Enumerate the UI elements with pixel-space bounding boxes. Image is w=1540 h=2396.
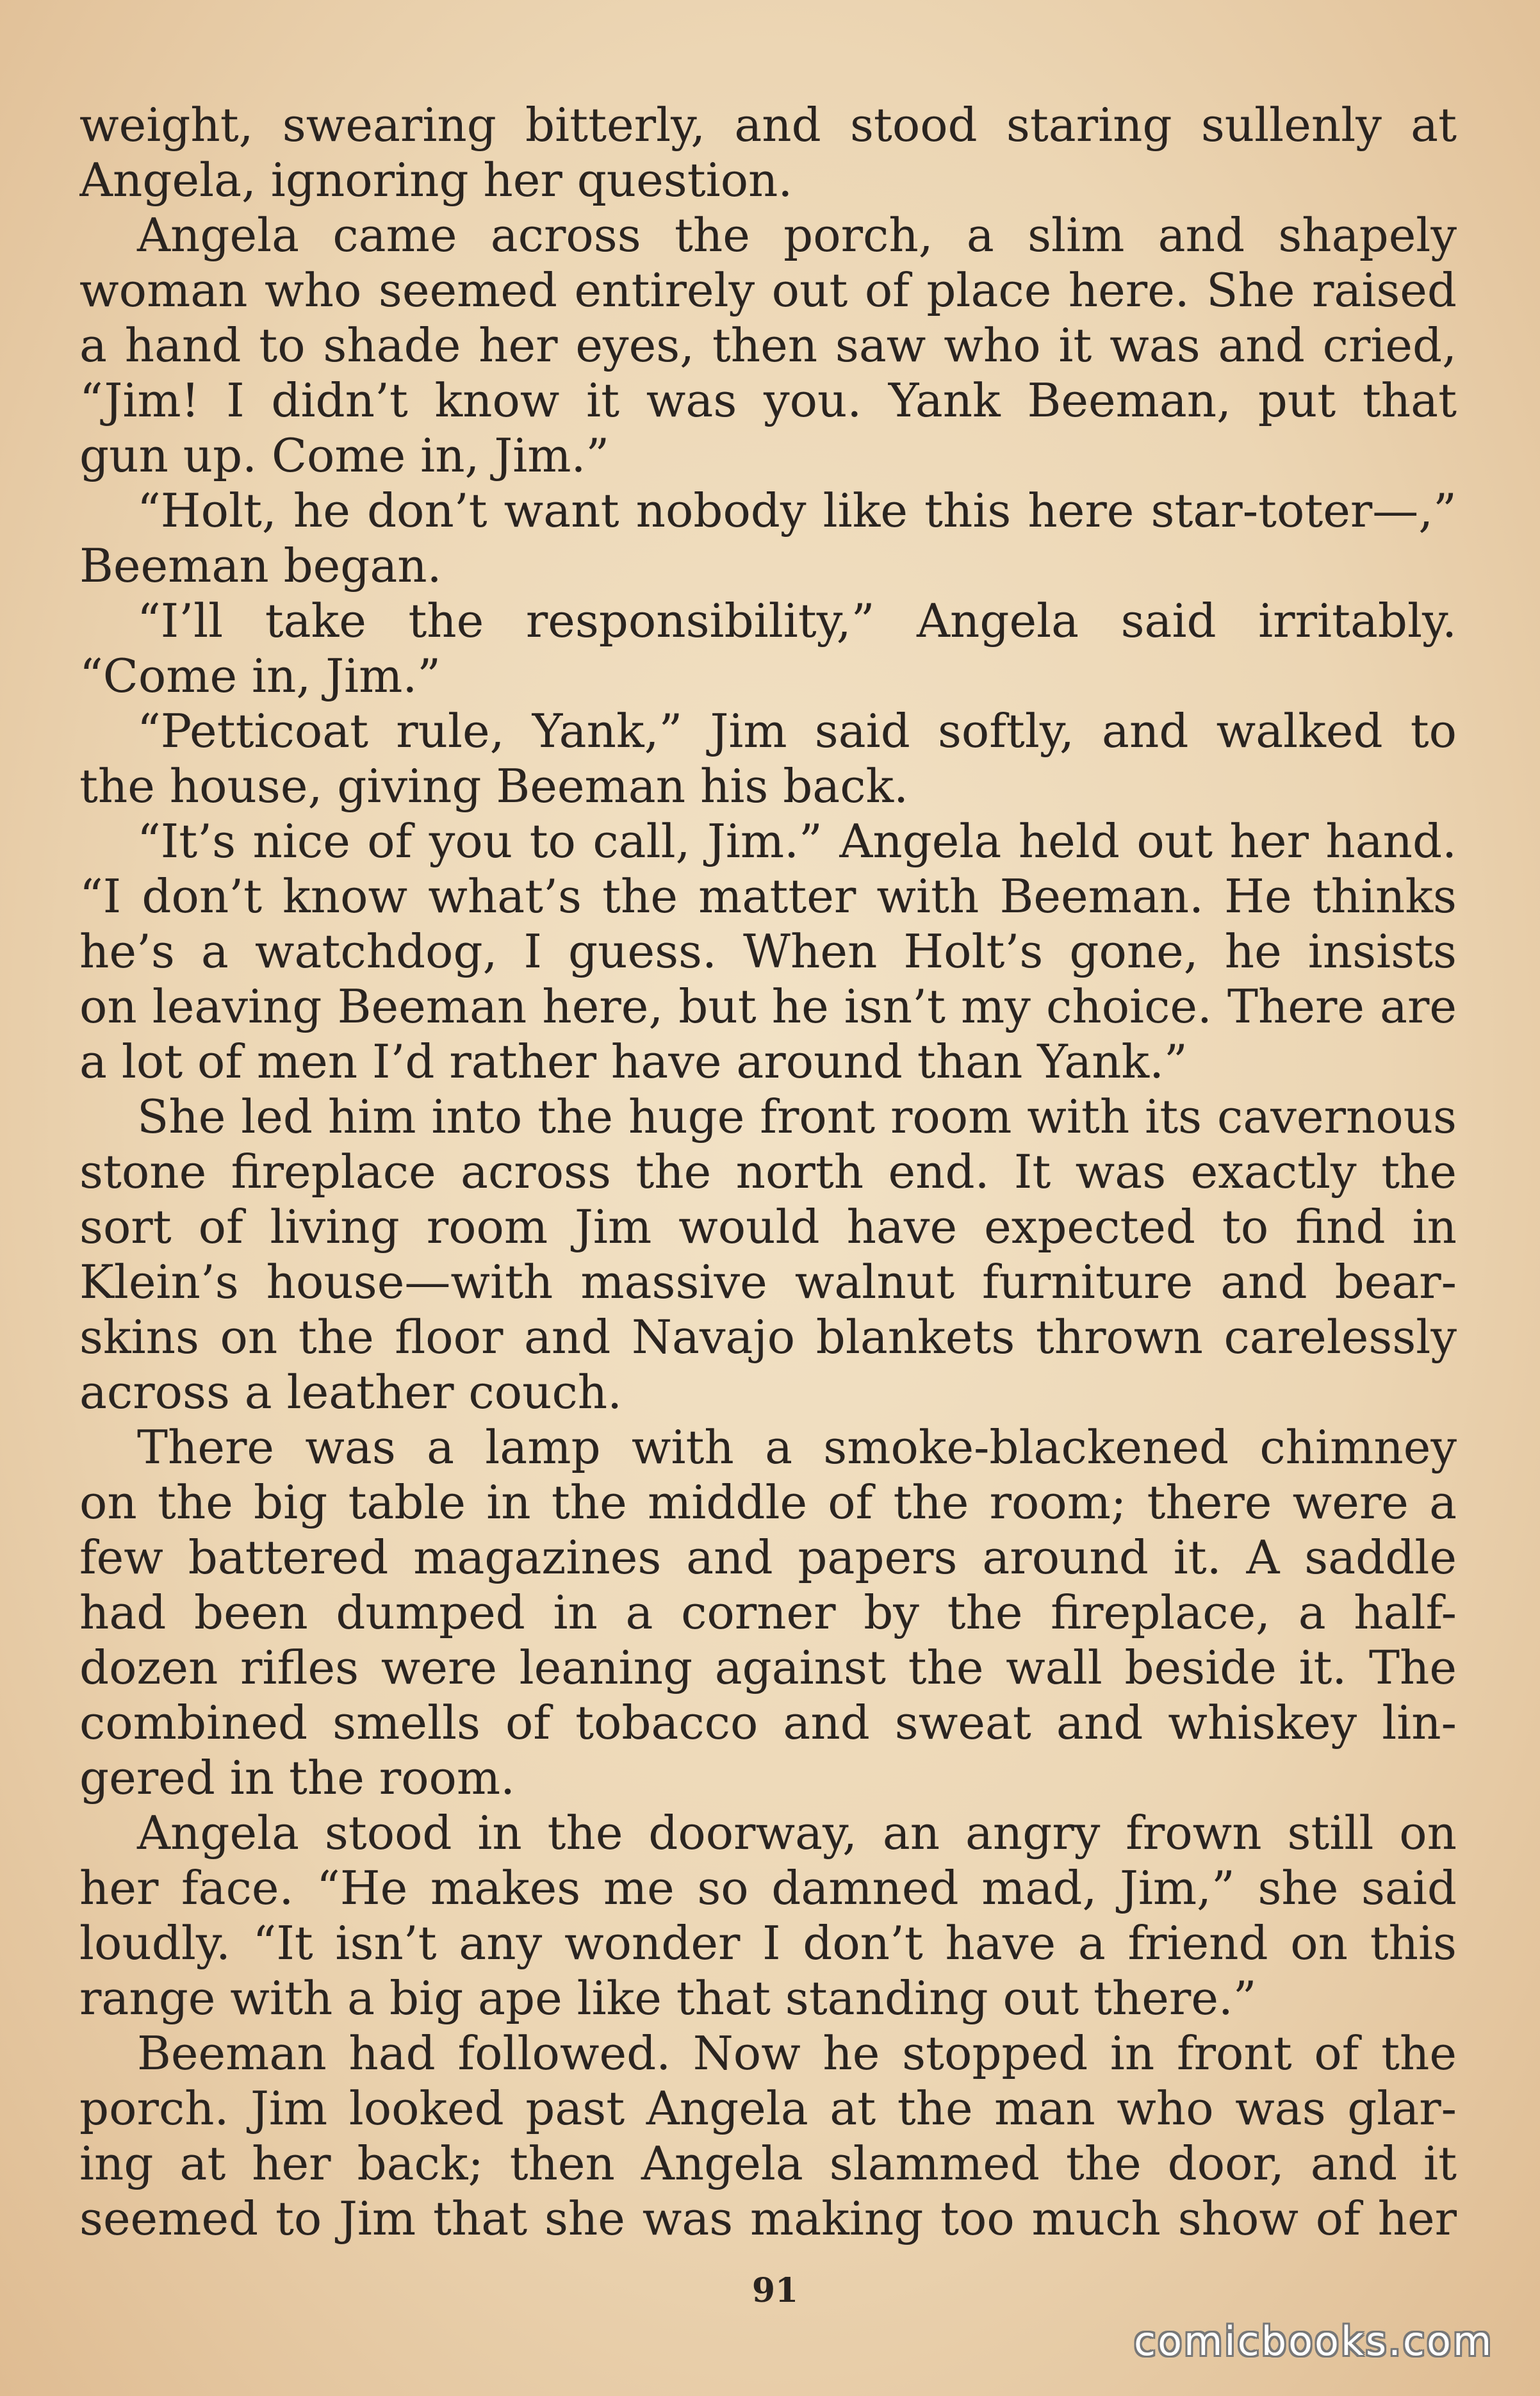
text-line: “It’s nice of you to call, Jim.” Angela held out her hand. (137, 814, 1457, 868)
text-line: on the big table in the middle of the room; there were a (79, 1475, 1457, 1529)
text-line: Beeman had followed. Now he stopped in front of the (137, 2026, 1457, 2080)
text-line: weight, swearing bitterly, and stood staring sullenly at (79, 98, 1457, 152)
text-line: a lot of men I’d rather have around than Yank.” (79, 1035, 1188, 1088)
text-line: Angela stood in the doorway, an angry frown still on (137, 1806, 1457, 1860)
text-line: gun up. Come in, Jim.” (79, 429, 610, 482)
text-line: the house, giving Beeman his back. (79, 759, 909, 813)
text-line: range with a big ape like that standing out there.” (79, 1971, 1257, 2025)
text-line: Beeman began. (79, 539, 442, 593)
text-line: few battered magazines and papers around it. A saddle (79, 1530, 1457, 1584)
text-line: he’s a watchdog, I guess. When Holt’s gone, he insists (79, 924, 1457, 978)
text-line: There was a lamp with a smoke-blackened chimney (137, 1420, 1457, 1474)
text-line: loudly. “It isn’t any wonder I don’t have a friend on this (79, 1916, 1457, 1970)
text-line: combined smells of tobacco and sweat and whiskey lin- (79, 1696, 1457, 1750)
body-text (79, 97, 1457, 2246)
text-line: her face. “He makes me so damned mad, Jim,” she said (79, 1861, 1457, 1915)
text-line: had been dumped in a corner by the fireplace, a half- (79, 1586, 1457, 1639)
text-line: woman who seemed entirely out of place here. She raised (79, 263, 1457, 317)
text-line: dozen rifles were leaning against the wall beside it. The (79, 1641, 1457, 1694)
text-line: skins on the floor and Navajo blankets thrown carelessly (79, 1310, 1457, 1364)
text-line: sort of living room Jim would have expected to find in (79, 1200, 1457, 1254)
page-number: 91 (751, 2271, 799, 2310)
text-line: “I don’t know what’s the matter with Beeman. He thinks (79, 869, 1457, 923)
text-line: porch. Jim looked past Angela at the man who was glar- (79, 2081, 1457, 2135)
text-line: She led him into the huge front room with its cavernous (137, 1090, 1457, 1144)
text-line: stone fireplace across the north end. It was exactly the (79, 1145, 1457, 1199)
text-line: across a leather couch. (79, 1365, 623, 1419)
text-line: Klein’s house—with massive walnut furniture and bear- (79, 1255, 1457, 1309)
text-line: “Come in, Jim.” (79, 649, 441, 703)
text-line: ing at her back; then Angela slammed the door, and it (79, 2137, 1457, 2190)
text-line: a hand to shade her eyes, then saw who it was and cried, (79, 318, 1457, 372)
text-line: “Jim! I didn’t know it was you. Yank Beeman, put that (79, 373, 1457, 427)
text-line: seemed to Jim that she was making too much show of her (79, 2192, 1457, 2245)
text-line: Angela came across the porch, a slim and shapely (137, 208, 1457, 262)
text-line: on leaving Beeman here, but he isn’t my choice. There are (79, 980, 1457, 1033)
text-line: “I’ll take the responsibility,” Angela said irritably. (137, 594, 1457, 648)
watermark: comicbooks.com (1134, 2318, 1494, 2365)
text-line: Angela, ignoring her question. (79, 153, 793, 207)
text-line: gered in the room. (79, 1751, 516, 1805)
text-line: “Petticoat rule, Yank,” Jim said softly, and walked to (137, 704, 1457, 758)
text-line: “Holt, he don’t want nobody like this here star-toter—,” (137, 484, 1457, 537)
